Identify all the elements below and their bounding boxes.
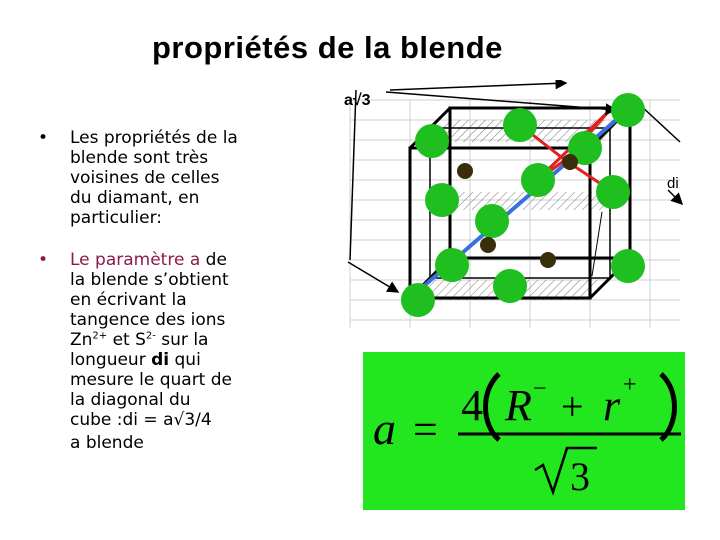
bullet2-text: de: [200, 250, 227, 270]
crystal-structure-diagram: [330, 80, 690, 330]
bullet1-line: blende sont très: [70, 148, 209, 168]
crystal-structure-svg: [330, 80, 690, 330]
formula-r: r: [603, 381, 621, 430]
bullet-marker: •: [38, 128, 49, 148]
bullet2-line: [70, 330, 288, 350]
formula-plus: +: [561, 384, 584, 429]
bullet2-text: longueur: [70, 350, 152, 370]
sphere-zn: [401, 283, 435, 317]
formula-coefficient: 4: [461, 381, 483, 430]
bullet2-line: [70, 350, 288, 370]
bullet2-line: a blende: [70, 433, 144, 453]
sphere-zn: [493, 269, 527, 303]
sphere-zn: [611, 93, 645, 127]
bullet2-line: tangence des ions: [70, 310, 226, 330]
sphere-s: [540, 252, 556, 268]
bullet2-line: la diagonal du: [70, 390, 191, 410]
sphere-zn: [415, 124, 449, 158]
bullet2-line: cube :di = a√3/4: [70, 410, 212, 430]
bullet-item-parameter: [38, 250, 288, 456]
bullet-list: [38, 128, 288, 456]
sphere-zn: [596, 175, 630, 209]
formula-box: [363, 352, 685, 510]
sphere-zn: [475, 204, 509, 238]
sphere-zn: [435, 248, 469, 282]
parameter-a: a: [189, 250, 201, 270]
bullet2-text: qui: [169, 350, 201, 370]
bullet2-text: Le paramètre: [70, 250, 190, 270]
formula-sqrt-arg: 3: [570, 454, 590, 499]
bullet2-line: [70, 250, 288, 270]
formula-R: R: [505, 381, 532, 430]
ion-s-charge: 2-: [145, 330, 156, 342]
sphere-zn: [611, 249, 645, 283]
bullet-marker: •: [38, 250, 49, 270]
ion-s: S: [135, 330, 146, 350]
bullet1-line: Les propriétés de la: [70, 128, 238, 148]
left-paren: [486, 374, 500, 440]
label-di: di: [667, 175, 679, 192]
sphere-s: [457, 163, 473, 179]
right-paren: [661, 374, 675, 440]
ion-zn: Zn: [70, 330, 93, 350]
page-title: propriétés de la blende: [152, 30, 503, 65]
label-a-sqrt3: a√3: [344, 92, 371, 109]
formula-R-sup: −: [533, 376, 547, 402]
bullet1-line: du diamant, en: [70, 188, 200, 208]
sphere-zn: [425, 183, 459, 217]
bullet2-text: et: [107, 330, 136, 350]
sphere-s: [480, 237, 496, 253]
di-term: di: [151, 350, 170, 370]
sphere-zn: [521, 163, 555, 197]
formula-lhs: a: [373, 403, 396, 454]
sphere-zn: [503, 108, 537, 142]
formula-svg: [363, 352, 685, 510]
formula-equals: =: [413, 405, 438, 454]
bullet2-line: mesure le quart de: [70, 370, 233, 390]
bullet2-line: en écrivant la: [70, 290, 187, 310]
formula-r-sup: +: [623, 372, 637, 398]
ion-zn-charge: 2+: [92, 330, 108, 342]
bullet-item-properties: [38, 128, 288, 228]
bullet2-line: la blende s’obtient: [70, 270, 229, 290]
bullet2-text: sur la: [155, 330, 209, 350]
sphere-s: [562, 154, 578, 170]
bullet1-line: particulier:: [70, 208, 163, 228]
bullet1-line: voisines de celles: [70, 168, 220, 188]
